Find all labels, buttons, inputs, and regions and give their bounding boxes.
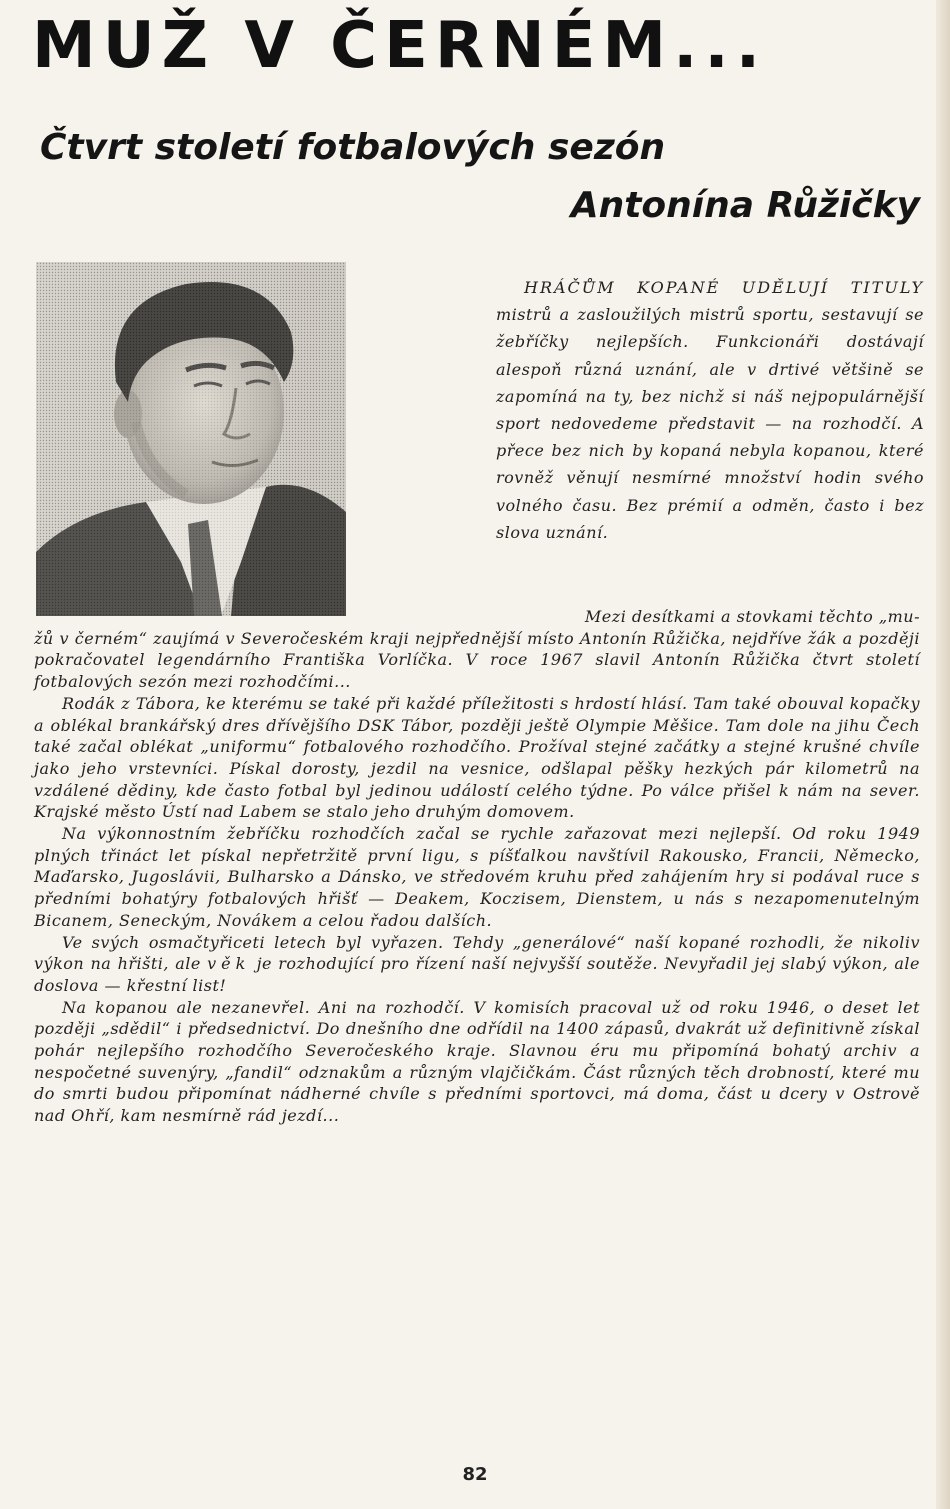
portrait-photo (36, 262, 346, 616)
article-subtitle-line2: Antonína Růžičky (570, 185, 920, 226)
paragraph-2: Rodák z Tábora, ke kterému se také při každé příležitosti s hrdostí hlásí. Tam také obouval kopačky a oblékal brankářský dres dřívějšího DSK Tábor, později ještě Olympie Měšice. Tam dole na jihu Čech také začal oblékat „uniformu“ fotbalového rozhodčího. Prožíval stejné začátky a stejné krušné chvíle jako jeho vrstevníci. Pískal dorosty, jezdil na vesnice, odšlapal pěšky hezkých pár kilometrů na vzdálené dědiny, kde často fotbal byl jedinou událostí celého týdne. Po válce přišel k nám na sever. Krajské město Ústí nad Labem se stalo jeho druhým domovem. (34, 693, 920, 822)
lead-text: mistrů a zasloužilých mistrů sportu, sestavují se žebříčky nejlepších. Funkcionáři dostávají alespoň různá uznání, ale v drtivé většině se zapomíná na ty, bez nichž si náš nejpopulárnější sport nedovedeme představit — na rozhodčí. A přece bez nich by kopaná nebyla kopanou, které rovněž věnují nesmírné množství hodin svého volného času. Bez prémií a odměn, často i bez slova uznání. (496, 305, 924, 542)
paragraph-4-spaced-word: věk (207, 954, 251, 974)
paragraph-3: Na výkonnostním žebříčku rozhodčích začal se rychle zařazovat mezi nejlepší. Od roku 1949 plných třináct let pískal nepřetržitě první ligu, s píšťalkou navštívil Rakousko, Francii, Německo, Maďarsko, Jugoslávii, Bulharsko a Dánsko, ve středovém kruhu před zahájením hry si podával ruce s předními bohatýry fotbalových hřišť — Deakem, Koczisem, Dienstem, u nás s nezapomenutelným Bicanem, Seneckým, Novákem a celou řadou dalších. (34, 824, 920, 930)
lead-paragraph (496, 274, 924, 546)
article-title: MUŽ V ČERNÉM... (32, 9, 768, 83)
paragraph-4-after: je rozhodující pro řízení naší nejvyšší soutěže. Nevyřadil jej slabý výkon, ale doslova — křestní list! (34, 954, 921, 995)
paragraph-4-before: Ve svých osmačtyřiceti letech byl vyřazen. Tehdy „generálové“ naší kopané rozhodli, že nikoliv výkon na hřišti, ale (34, 932, 920, 974)
paragraph-1 (34, 606, 920, 693)
paragraph-1-start: Mezi desítkami a stovkami těchto „mu- (584, 607, 920, 626)
page-edge (936, 0, 950, 1509)
paragraph-4 (34, 932, 920, 997)
article-subtitle-line1: Čtvrt století fotbalových sezón (40, 127, 666, 168)
article-body (34, 606, 920, 1127)
lead-caps: HRÁČŮM KOPANÉ UDĚLUJÍ TITULY (524, 278, 924, 297)
paragraph-5: Na kopanou ale nezanevřel. Ani na rozhodčí. V komisích pracoval už od roku 1946, o deset let později „sdědil“ i předsednictví. Do dnešního dne odřídil na 1400 zápasů, dvakrát už definitivně získal pohár nejlepšího rozhodčího Severočeského kraje. Slavnou éru mu připomíná bohatý archiv a nespočetné suvenýry, „fandil“ odznakům a různým vlajčičkám. Část různých těch drobností, které mu do smrti budou připomínat nádherné chvíle s předními sportovci, má doma, část u dcery v Ostrově nad Ohří, kam nesmírně rád jezdí... (34, 997, 920, 1126)
paragraph-1-rest: žů v černém“ zaujímá v Severočeském kraji nejpřednější místo Antonín Růžička, nejdříve žák a později pokračovatel legendárního Františka Vorlíčka. V roce 1967 slavil Antonín Růžička čtvrt století fotbalových sezón mezi rozhodčími... (34, 628, 920, 692)
page-number: 82 (462, 1464, 488, 1485)
